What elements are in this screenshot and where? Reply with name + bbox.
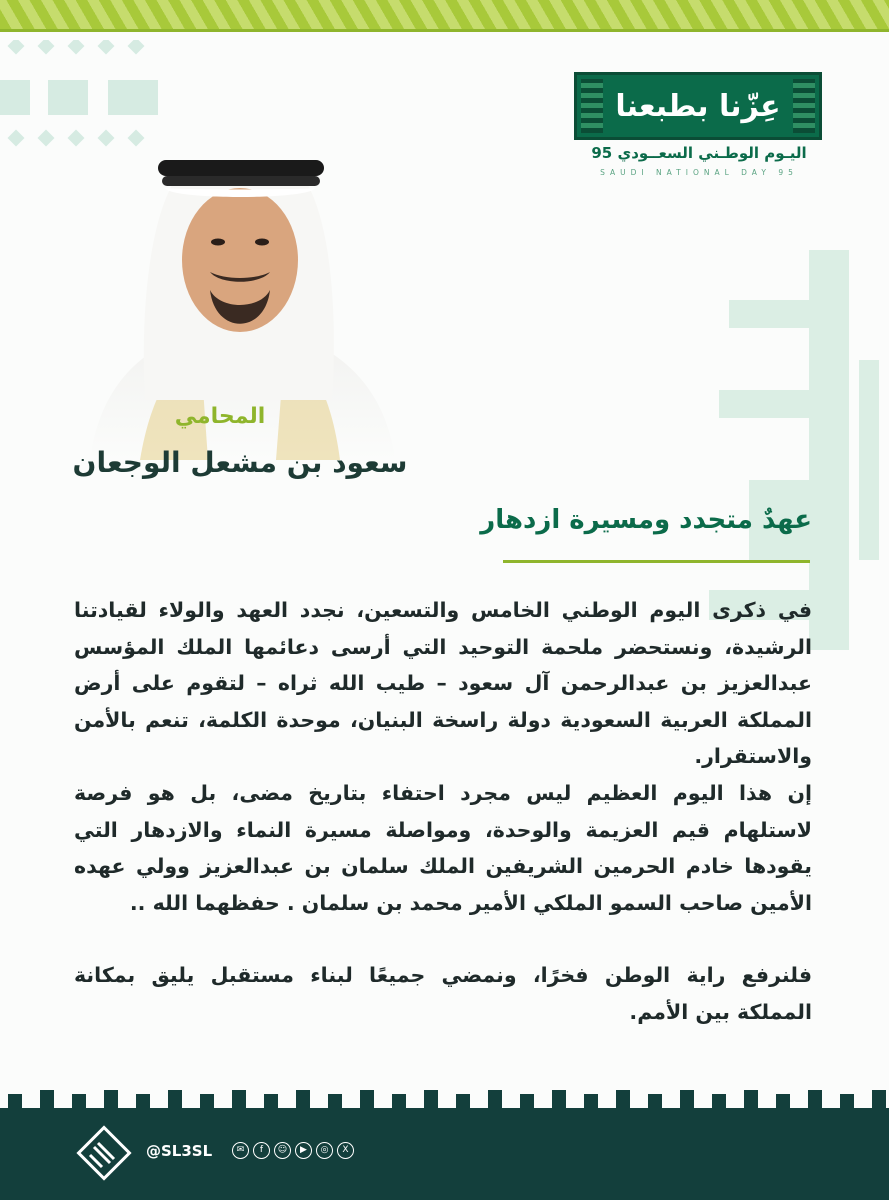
article-heading: عهدٌ متجدد ومسيرة ازدهار [480, 505, 812, 535]
email-icon[interactable]: ✉ [232, 1142, 249, 1159]
footer-pattern [0, 1090, 889, 1120]
national-day-logo [574, 72, 824, 184]
person-title: المحامي [174, 404, 266, 429]
top-pattern-stripe [0, 0, 889, 32]
brand-logo-icon [76, 1125, 132, 1181]
logo-emblem [574, 72, 822, 140]
article-body [74, 592, 812, 1031]
article-paragraph-1: في ذكرى اليوم الوطني الخامس والتسعين، نجدد العهد والولاء لقيادتنا الرشيدة، ونستحضر ملحمة التوحيد التي أرسى دعائمها الملك المؤسس عبدالعزيز بن عبدالرحمن آل سعود – طيب الله ثراه – لتقوم على أرض المملكة العربية السعودية دولة راسخة البنيان، موحدة الكلمة، تنعم بالأمن والاستقرار. [74, 598, 812, 769]
facebook-icon[interactable]: f [253, 1142, 270, 1159]
instagram-icon[interactable]: ◎ [316, 1142, 333, 1159]
logo-title: عِزّنا بطبعنا [615, 88, 781, 124]
person-name: سعود بن مشعل الوجعان [72, 446, 408, 479]
article-paragraph-3: فلنرفع راية الوطن فخرًا، ونمضي جميعًا لبناء مستقبل يليق بمكانة المملكة بين الأمم. [74, 963, 812, 1024]
social-icons [232, 1142, 354, 1159]
social-handle[interactable]: @SL3SL [146, 1142, 213, 1160]
x-icon[interactable]: X [337, 1142, 354, 1159]
youtube-icon[interactable]: ▶ [295, 1142, 312, 1159]
heading-divider [503, 560, 810, 563]
snapchat-icon[interactable]: ☺ [274, 1142, 291, 1159]
logo-subtitle: اليـوم الوطـني السعــودي 95 [591, 144, 807, 162]
article-paragraph-2: إن هذا اليوم العظيم ليس مجرد احتفاء بتاريخ مضى، بل هو فرصة لاستلهام قيم العزيمة والوحدة، ومواصلة مسيرة النماء والازدهار التي يقودها خادم الحرمين الشريفين الملك سلمان بن عبدالعزيز وولي عهده الأمين صاحب السمو الملكي الأمير محمد بن سلمان . حفظهما الله .. [74, 780, 812, 915]
logo-english: SAUDI NATIONAL DAY 95 [600, 168, 798, 177]
footer-bar [0, 1118, 889, 1200]
